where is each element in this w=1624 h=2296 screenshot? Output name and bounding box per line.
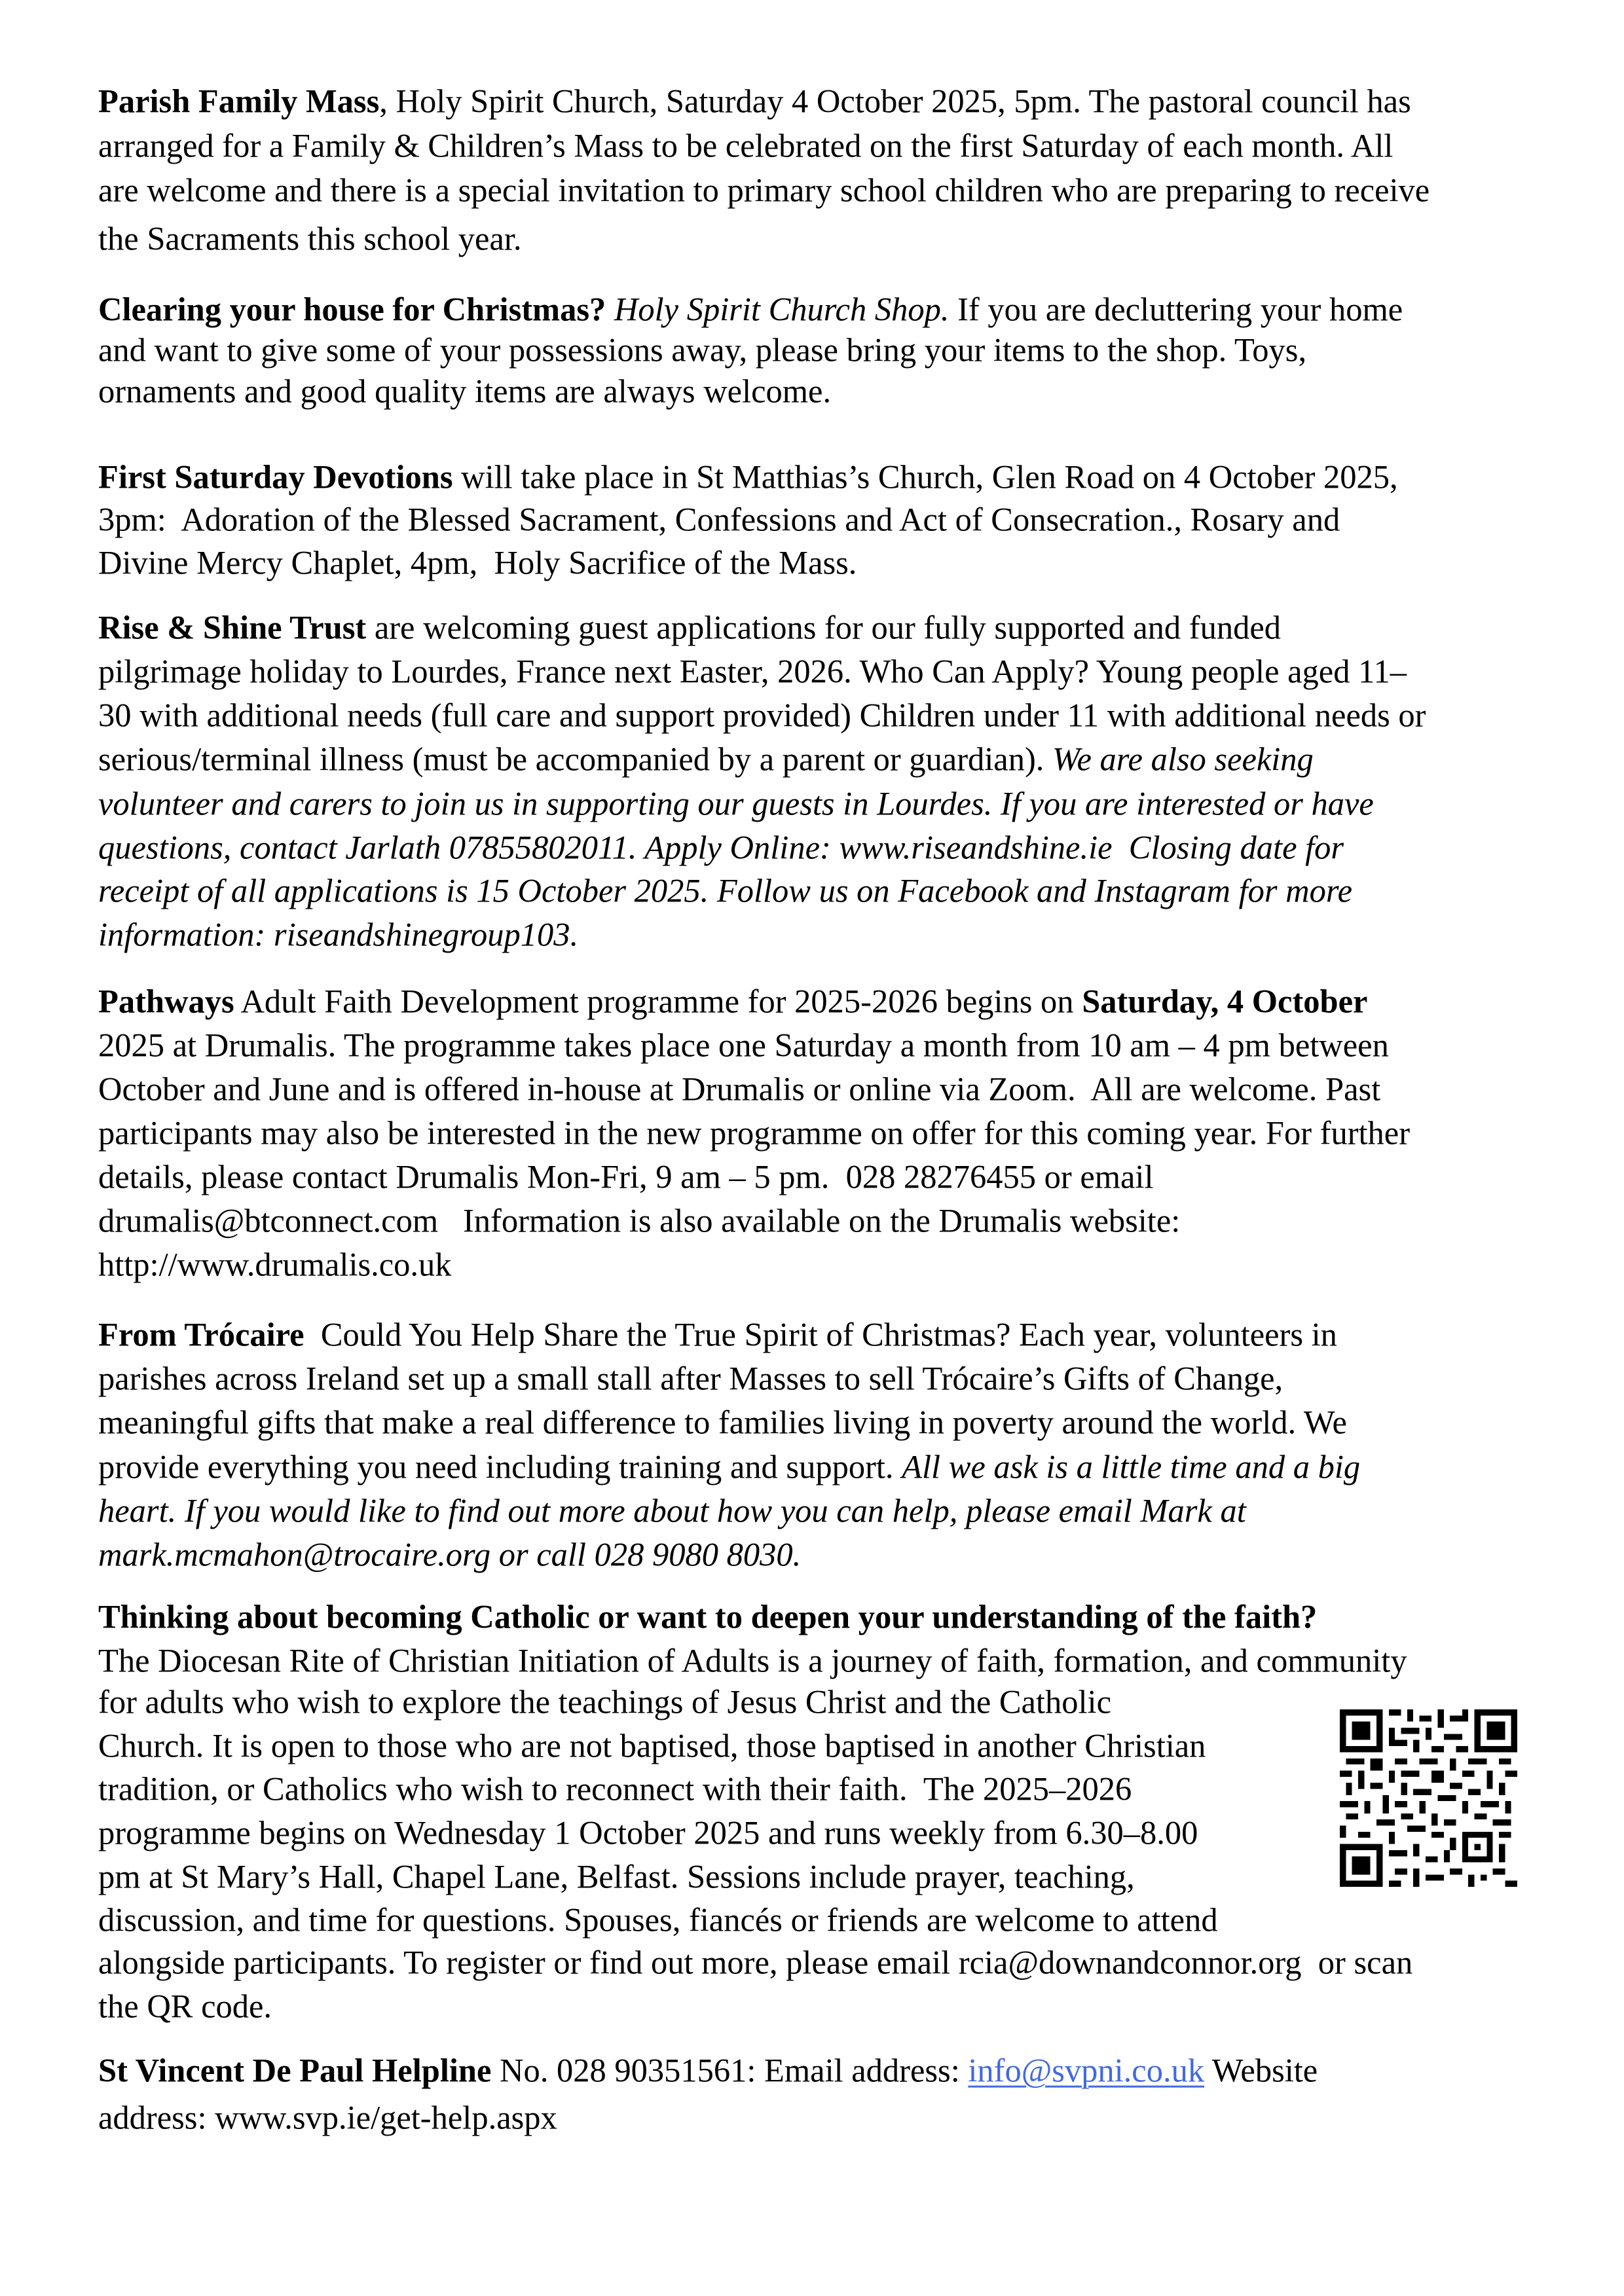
text-line: [98, 458, 1398, 496]
text-line: [98, 1901, 1218, 1939]
body-text: are welcoming guest applications for our fully supported and funded: [366, 609, 1281, 646]
text-line: [98, 82, 1411, 120]
bold-heading: St Vincent De Paul Helpline: [98, 2052, 492, 2089]
text-line: [98, 2099, 557, 2136]
body-text: tradition, or Catholics who wish to reconnect with their faith. The 2025–2026: [98, 1770, 1132, 1808]
bold-heading: Saturday, 4 October: [1082, 983, 1368, 1020]
body-text: October and June and is offered in-house at Drumalis or online via Zoom. All are welcome. Past: [98, 1070, 1381, 1108]
text-line: [98, 1536, 802, 1573]
text-line: [98, 611, 1281, 645]
text-line: [98, 174, 1430, 208]
body-text: ornaments and good quality items are always welcome.: [98, 373, 832, 410]
body-text: Divine Mercy Chaplet, 4pm, Holy Sacrifice of the Mass.: [98, 544, 857, 581]
text-line: [98, 916, 579, 953]
body-text: details, please contact Drumalis Mon-Fri, 9 am – 5 pm. 028 28276455 or email: [98, 1158, 1154, 1195]
bold-heading: Rise & Shine Trust: [98, 609, 367, 646]
body-text: serious/terminal illness (must be accompanied by a parent or guardian).: [98, 740, 1053, 778]
text-line: [98, 655, 1407, 689]
italic-text: heart. If you would like to find out more about how you can help, please email Mark at: [98, 1492, 1246, 1529]
bold-heading: First Saturday Devotions: [98, 458, 453, 496]
body-text: pilgrimage holiday to Lourdes, France next Easter, 2026. Who Can Apply? Young people aged 11–: [98, 653, 1407, 690]
bold-heading: From Trócaire: [98, 1316, 304, 1353]
text-line: [98, 220, 522, 257]
text-line: [98, 1448, 1361, 1485]
body-text: 2025 at Drumalis. The programme takes place one Saturday a month from 10 am – 4 pm between: [98, 1027, 1389, 1064]
text-line: [98, 331, 1307, 369]
italic-text: questions, contact Jarlath 07855802011. Apply Online: www.riseandshine.ie Closing date for: [98, 829, 1344, 866]
text-line: [98, 2054, 1318, 2088]
italic-text: receipt of all applications is 15 October 2025. Follow us on Facebook and Instagram for more: [98, 872, 1353, 909]
text-line: [98, 699, 1426, 733]
body-text: Church. It is open to those who are not baptised, those baptised in another Christian: [98, 1727, 1206, 1764]
bold-heading: Thinking about becoming Catholic or want to deepen your understanding of the faith?: [98, 1598, 1318, 1635]
bold-heading: Pathways: [98, 983, 234, 1020]
italic-text: We are also seeking: [1052, 740, 1314, 778]
italic-text: volunteer and carers to join us in supporting our guests in Lourdes. If you are interested or have: [98, 785, 1374, 822]
italic-text: Holy Spirit Church Shop.: [614, 291, 950, 328]
body-text: pm at St Mary’s Hall, Chapel Lane, Belfast. Sessions include prayer, teaching,: [98, 1858, 1135, 1895]
text-line: [98, 1070, 1381, 1108]
text-line: [98, 1248, 452, 1282]
text-line: [98, 1202, 1181, 1239]
body-text: the Sacraments this school year.: [98, 220, 522, 257]
body-text: 3pm: Adoration of the Blessed Sacrament, Confessions and Act of Consecration., Rosary and: [98, 501, 1340, 538]
text-line: [98, 831, 1344, 865]
bold-heading: Parish Family Mass: [98, 82, 380, 120]
body-text: are welcome and there is a special invitation to primary school children who are preparing to receive: [98, 172, 1430, 209]
email-link[interactable]: info@svpni.co.uk: [968, 2052, 1205, 2089]
body-text: programme begins on Wednesday 1 October 2025 and runs weekly from 6.30–8.00: [98, 1814, 1198, 1851]
text-line: [98, 1683, 1111, 1721]
body-text: , Holy Spirit Church, Saturday 4 October 2025, 5pm. The pastoral council has: [379, 82, 1411, 120]
body-text: arranged for a Family & Children’s Mass to be celebrated on the first Saturday of each month. All: [98, 127, 1393, 164]
italic-text: information: riseandshinegroup103.: [98, 916, 579, 953]
body-text: Website: [1204, 2052, 1318, 2089]
text-line: [98, 1770, 1132, 1808]
body-text: http://www.drumalis.co.uk: [98, 1246, 452, 1283]
text-line: [98, 375, 831, 409]
text-line: [98, 1727, 1206, 1764]
body-text: No. 028 90351561: Email address:: [491, 2052, 969, 2089]
body-text: Adult Faith Development programme for 2025-2026 begins on: [234, 983, 1082, 1020]
text-line: [98, 544, 857, 581]
qr-code-image[interactable]: [1340, 1709, 1517, 1887]
text-line: [98, 785, 1374, 822]
body-text: meaningful gifts that make a real difference to families living in poverty around the world. We: [98, 1404, 1347, 1441]
body-text: discussion, and time for questions. Spouses, fiancés or friends are welcome to attend: [98, 1901, 1218, 1939]
text-line: [98, 1406, 1347, 1440]
body-text: the QR code.: [98, 1988, 272, 2025]
text-line: [98, 1598, 1318, 1635]
body-text: will take place in St Matthias’s Church, Glen Road on 4 October 2025,: [452, 458, 1398, 496]
body-text: Could You Help Share the True Spirit of Christmas? Each year, volunteers in: [304, 1316, 1337, 1353]
body-text: parishes across Ireland set up a small stall after Masses to sell Trócaire’s Gifts of Change,: [98, 1360, 1283, 1397]
text-line: [98, 740, 1314, 778]
body-text: alongside participants. To register or find out more, please email rcia@downandconnor.org or scan: [98, 1944, 1413, 1981]
text-line: [98, 1858, 1135, 1895]
bold-heading: Clearing your house for Christmas?: [98, 291, 606, 328]
text-line: [98, 1362, 1283, 1396]
text-line: [98, 1029, 1389, 1063]
body-text: 30 with additional needs (full care and support provided) Children under 11 with additional needs or: [98, 697, 1426, 734]
text-line: [98, 503, 1340, 537]
body-text: provide everything you need including training and support.: [98, 1448, 902, 1485]
text-line: [98, 1158, 1154, 1195]
text-line: [98, 985, 1367, 1019]
italic-text: mark.mcmahon@trocaire.org or call 028 9080 8030.: [98, 1536, 802, 1573]
text-line: [98, 1114, 1411, 1152]
body-text: If you are decluttering your home: [949, 291, 1403, 328]
italic-text: All we ask is a little time and a big: [902, 1448, 1361, 1485]
text-line: [98, 1990, 272, 2024]
text-line: [98, 127, 1393, 164]
body-text: and want to give some of your possessions away, please bring your items to the shop. Toys,: [98, 331, 1307, 369]
body-text: [606, 291, 614, 328]
text-line: [98, 293, 1403, 327]
text-line: [98, 872, 1353, 909]
text-line: [98, 1946, 1412, 1980]
body-text: for adults who wish to explore the teachings of Jesus Christ and the Catholic: [98, 1683, 1111, 1721]
text-line: [98, 1814, 1198, 1851]
text-line: [98, 1642, 1407, 1679]
body-text: drumalis@btconnect.com Information is also available on the Drumalis website:: [98, 1202, 1181, 1239]
qr-code-icon: [1340, 1709, 1517, 1887]
text-line: [98, 1316, 1337, 1353]
text-line: [98, 1492, 1246, 1529]
body-text: The Diocesan Rite of Christian Initiation of Adults is a journey of faith, formation, and community: [98, 1642, 1407, 1679]
body-text: address: www.svp.ie/get-help.aspx: [98, 2099, 557, 2136]
body-text: participants may also be interested in the new programme on offer for this coming year. For further: [98, 1114, 1411, 1152]
